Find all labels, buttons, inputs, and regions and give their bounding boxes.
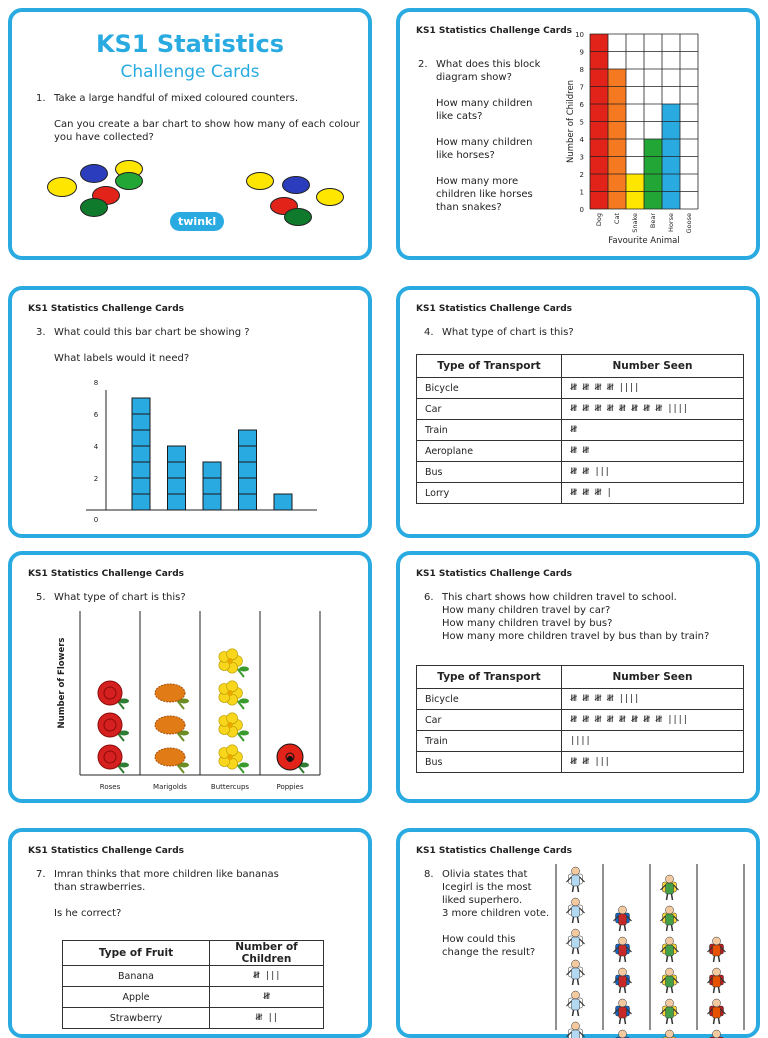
x-axis-label: Favourite Animal [608, 236, 680, 246]
y-tick-label: 8 [93, 379, 99, 387]
question-text: you have collected? [54, 132, 154, 143]
bar-block [239, 430, 257, 446]
card-header: KS1 Statistics Challenge Cards [28, 569, 185, 579]
buttercup-icon [219, 713, 249, 741]
twinkl-logo: twinkl [170, 212, 224, 231]
superboy-icon [614, 1030, 632, 1038]
rose-icon [98, 745, 129, 773]
table-row [417, 710, 744, 731]
table-row [417, 441, 744, 462]
question-8 [424, 868, 554, 959]
question-text: What type of chart is this? [442, 327, 574, 338]
x-tick-label: Snake [631, 213, 639, 233]
rose-icon [98, 713, 129, 741]
question-text: Is he correct? [54, 908, 122, 919]
column-header: Type of Fruit [63, 941, 210, 966]
question-text [436, 84, 568, 97]
question-text: change the result? [442, 947, 536, 958]
table-row [417, 752, 744, 773]
question-number: 6. [424, 592, 434, 603]
bar-block [168, 462, 186, 478]
bar-block [203, 478, 221, 494]
question-text: How many children travel by bus? [442, 618, 613, 629]
table-row [417, 378, 744, 399]
card-2 [396, 8, 760, 260]
y-tick-label: 3 [579, 153, 584, 162]
question-text: How could this [442, 934, 516, 945]
question-number: 7. [36, 869, 46, 880]
greenhero-icon [661, 875, 679, 900]
bar-block [239, 462, 257, 478]
question-number: 5. [36, 592, 46, 603]
question-text: What labels would it need? [54, 353, 190, 364]
bar-block [274, 494, 292, 510]
row-label: Lorry [417, 483, 562, 504]
y-tick-label: 6 [93, 411, 99, 419]
question-text: How many children [436, 137, 533, 148]
question-text: 3 more children vote. [442, 908, 550, 919]
question-7 [36, 868, 366, 920]
x-tick-label: Horse [667, 213, 675, 232]
bar-block [168, 494, 186, 510]
table-row [63, 966, 324, 987]
yellow-counter [316, 188, 344, 206]
tally-marks: 𝍸 || [210, 1008, 324, 1029]
table-row [417, 689, 744, 710]
bar-block [203, 462, 221, 478]
bar-block [239, 446, 257, 462]
question-text: diagram show? [436, 72, 512, 83]
buttercup-icon [219, 745, 249, 773]
superboy-icon [614, 999, 632, 1024]
bar-block [239, 478, 257, 494]
question-text: How many children travel by car? [442, 605, 611, 616]
tally-marks: 𝍸 𝍸 ||| [562, 752, 744, 773]
table-row [417, 731, 744, 752]
tally-marks: |||| [562, 731, 744, 752]
question-text: children like horses [436, 189, 533, 200]
row-label: Apple [63, 987, 210, 1008]
y-tick-label: 4 [579, 136, 584, 144]
icegirl-icon [567, 898, 585, 923]
x-tick-label: Bear [649, 213, 657, 229]
bar-block [239, 494, 257, 510]
table-row [417, 483, 744, 504]
question-text: How many more children travel by bus than by train? [442, 631, 710, 642]
card-header: KS1 Statistics Challenge Cards [416, 304, 573, 314]
question-5 [36, 591, 366, 604]
question-text: Can you create a bar chart to show how many of each colour [54, 119, 360, 130]
flamehero-icon [708, 1030, 726, 1038]
question-text: than snakes? [436, 202, 502, 213]
card-5 [8, 551, 372, 803]
y-tick-label: 2 [579, 171, 584, 179]
y-tick-label: 1 [579, 188, 584, 197]
category-label: Roses [99, 783, 121, 791]
row-label: Bus [417, 462, 562, 483]
column-header: Type of Transport [417, 666, 562, 689]
question-text [436, 123, 568, 136]
greenhero-icon [661, 937, 679, 962]
card-1 [8, 8, 372, 260]
table-row [63, 987, 324, 1008]
y-tick-label: 7 [579, 83, 584, 92]
y-axis-label: Number of Children [566, 79, 576, 164]
question-text: than strawberries. [54, 882, 146, 893]
card-header: KS1 Statistics Challenge Cards [28, 304, 185, 314]
question-6 [424, 591, 754, 643]
tally-marks: 𝍸 [562, 420, 744, 441]
question-text: liked superhero. [442, 895, 523, 906]
y-tick-label: 6 [579, 101, 584, 109]
poppy-icon [277, 744, 309, 773]
question-text: How many more [436, 176, 519, 187]
question-text [442, 920, 554, 933]
table-row [417, 462, 744, 483]
flamehero-icon [708, 999, 726, 1024]
row-label: Strawberry [63, 1008, 210, 1029]
marigold-icon [155, 716, 189, 741]
y-axis-label: Number of Flowers [57, 637, 67, 729]
card-8 [396, 828, 760, 1038]
blue-counter [80, 164, 108, 183]
card-header: KS1 Statistics Challenge Cards [416, 26, 573, 36]
bar-block [168, 478, 186, 494]
y-tick-label: 9 [579, 48, 584, 57]
question-text: like cats? [436, 111, 483, 122]
row-label: Aeroplane [417, 441, 562, 462]
greenhero-icon [661, 1030, 679, 1038]
y-tick-label: 8 [579, 66, 584, 74]
card-3 [8, 286, 372, 538]
tally-marks: 𝍸 [210, 987, 324, 1008]
icegirl-icon [567, 991, 585, 1016]
question-3 [36, 326, 366, 365]
question-text: Take a large handful of mixed coloured counters. [54, 93, 299, 104]
question-4 [424, 326, 754, 339]
bar-block [132, 414, 150, 430]
buttercup-icon [219, 649, 249, 677]
bar-block [132, 462, 150, 478]
question-text: What type of chart is this? [54, 592, 186, 603]
superboy-icon [614, 937, 632, 962]
tally-marks: 𝍸 𝍸 ||| [562, 462, 744, 483]
greenhero-icon [661, 968, 679, 993]
question-number: 4. [424, 327, 434, 338]
question-number: 3. [36, 327, 46, 338]
yellow-counter [246, 172, 274, 190]
tally-marks: 𝍸 𝍸 𝍸 𝍸 𝍸 𝍸 𝍸 𝍸 |||| [562, 399, 744, 420]
y-tick-label: 5 [579, 118, 584, 127]
question-2 [418, 58, 568, 214]
question-text: What could this bar chart be showing ? [54, 327, 250, 338]
category-label: Marigolds [153, 783, 187, 791]
icegirl-icon [567, 929, 585, 954]
question-number: 1. [36, 93, 46, 104]
tally-marks: 𝍸 𝍸 [562, 441, 744, 462]
tally-marks: 𝍸 𝍸 𝍸 | [562, 483, 744, 504]
tally-marks: 𝍸 𝍸 𝍸 𝍸 𝍸 𝍸 𝍸 𝍸 |||| [562, 710, 744, 731]
x-tick-label: Cat [613, 213, 621, 225]
tally-table [416, 354, 744, 504]
bar-chart [82, 379, 342, 536]
tally-marks: 𝍸 𝍸 𝍸 𝍸 |||| [562, 689, 744, 710]
main-subtitle: Challenge Cards [120, 62, 260, 82]
question-text: Olivia states that [442, 869, 528, 880]
card-6 [396, 551, 760, 803]
superhero-pictogram [550, 862, 750, 1032]
green-counter [80, 198, 108, 217]
question-text: What does this block [436, 59, 541, 70]
row-label: Banana [63, 966, 210, 987]
y-tick-label: 10 [575, 31, 584, 39]
flamehero-icon [708, 968, 726, 993]
card-header: KS1 Statistics Challenge Cards [416, 569, 573, 579]
row-label: Train [417, 731, 562, 752]
y-tick-label: 0 [579, 206, 584, 214]
card-4 [396, 286, 760, 538]
rose-icon [98, 681, 129, 709]
pictogram-chart [48, 607, 348, 797]
tally-marks: 𝍸 𝍸 𝍸 𝍸 |||| [562, 378, 744, 399]
row-label: Train [417, 420, 562, 441]
question-text: Imran thinks that more children like bananas [54, 869, 279, 880]
bar-block [168, 446, 186, 462]
question-text: Icegirl is the most [442, 882, 532, 893]
row-label: Bus [417, 752, 562, 773]
greenhero-icon [661, 906, 679, 931]
question-number: 8. [424, 869, 434, 880]
blue-counter [282, 176, 310, 194]
card-header: KS1 Statistics Challenge Cards [416, 846, 573, 856]
table-row [63, 1008, 324, 1029]
column-header: Number Seen [562, 666, 744, 689]
bar-block [132, 430, 150, 446]
green-counter [115, 172, 143, 190]
tally-table [416, 665, 744, 773]
marigold-icon [155, 684, 189, 709]
row-label: Bicycle [417, 689, 562, 710]
y-tick-label: 2 [93, 475, 99, 483]
icegirl-icon [567, 1022, 585, 1038]
question-text: like horses? [436, 150, 495, 161]
y-tick-label: 4 [93, 443, 99, 451]
buttercup-icon [219, 681, 249, 709]
greenhero-icon [661, 999, 679, 1024]
question-number: 2. [418, 59, 428, 70]
icegirl-icon [567, 867, 585, 892]
bar-block [132, 494, 150, 510]
x-tick-label: Goose [685, 213, 693, 234]
question-text: This chart shows how children travel to school. [442, 592, 677, 603]
bar-block [132, 478, 150, 494]
column-header: Number of Children [210, 941, 324, 966]
bar-block [203, 494, 221, 510]
table-row [417, 420, 744, 441]
main-title: KS1 Statistics [95, 30, 285, 58]
card-header: KS1 Statistics Challenge Cards [28, 846, 185, 856]
bar-block [132, 398, 150, 414]
question-text [436, 162, 568, 175]
column-header: Number Seen [562, 355, 744, 378]
flamehero-icon [708, 937, 726, 962]
card-7 [8, 828, 372, 1038]
question-1 [36, 92, 366, 144]
superboy-icon [614, 968, 632, 993]
y-tick-label: 0 [93, 516, 99, 524]
superboy-icon [614, 906, 632, 931]
block-diagram [560, 20, 750, 260]
x-tick-label: Dog [595, 213, 603, 227]
question-text: How many children [436, 98, 533, 109]
column-header: Type of Transport [417, 355, 562, 378]
bar-block [132, 446, 150, 462]
category-label: Buttercups [210, 783, 250, 791]
yellow-counter [47, 177, 77, 197]
green-counter [284, 208, 312, 226]
icegirl-icon [567, 960, 585, 985]
tally-table [62, 940, 324, 1029]
tally-marks: 𝍸 ||| [210, 966, 324, 987]
row-label: Car [417, 710, 562, 731]
row-label: Bicycle [417, 378, 562, 399]
table-row [417, 399, 744, 420]
row-label: Car [417, 399, 562, 420]
category-label: Poppies [276, 783, 304, 791]
marigold-icon [155, 748, 189, 773]
